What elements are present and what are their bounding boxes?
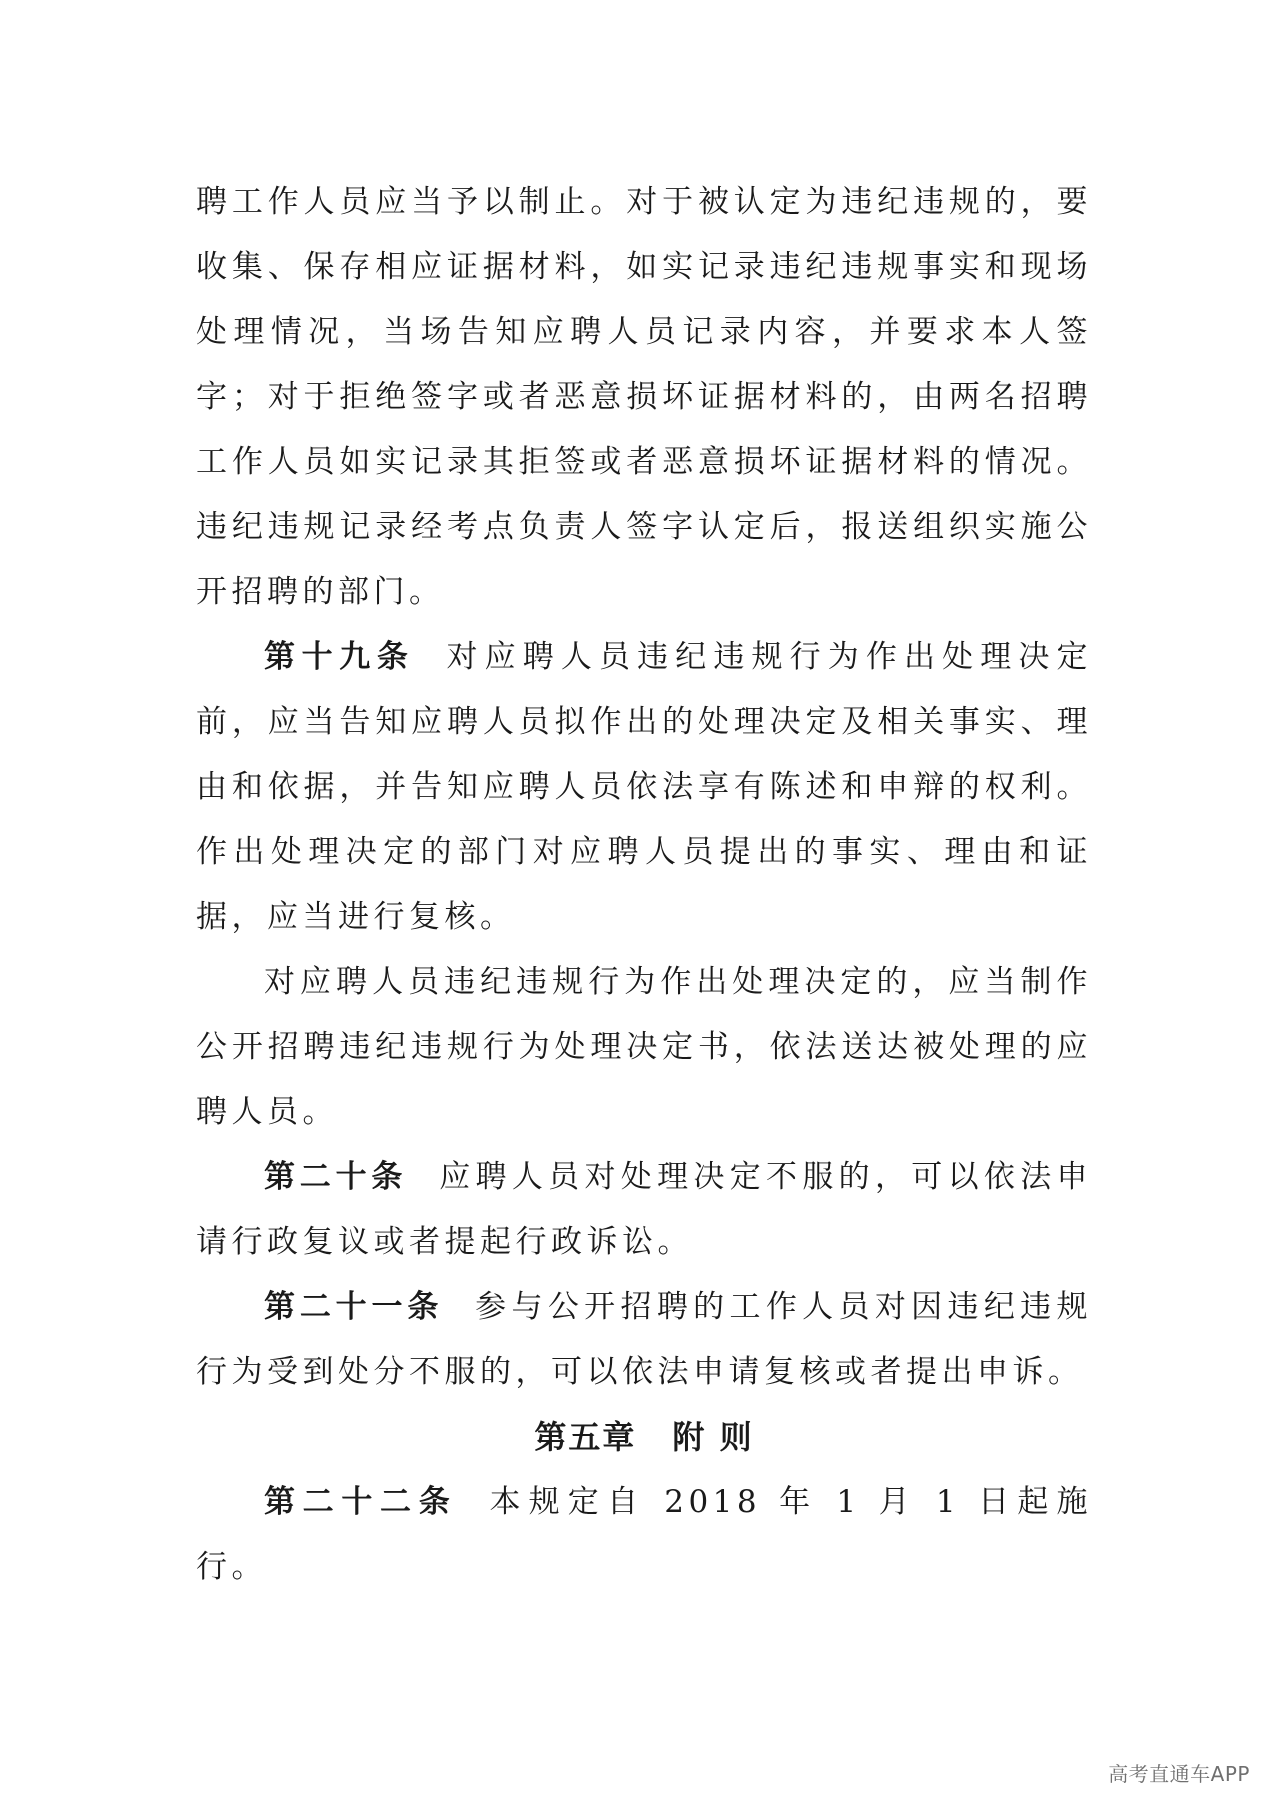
chapter-title: 附 则 xyxy=(672,1418,754,1456)
article-21 xyxy=(196,1275,1092,1405)
paragraph-decision-notice xyxy=(196,950,1092,1145)
article-number: 第十九条 xyxy=(264,639,415,675)
article-text: 本规定自 2018 年 1 月 1 日起施行。 xyxy=(196,1484,1093,1585)
article-text: 应聘人员对处理决定不服的，可以依法申请行政复议或者提起行政诉讼。 xyxy=(196,1159,1093,1260)
chapter-heading xyxy=(196,1405,1092,1470)
document-body xyxy=(196,170,1092,1600)
article-20 xyxy=(196,1145,1092,1275)
article-19 xyxy=(196,625,1092,950)
article-number: 第二十二条 xyxy=(264,1484,458,1520)
paragraph-text: 对应聘人员违纪违规行为作出处理决定的，应当制作公开招聘违纪违规行为处理决定书，依法送达被处理的应聘人员。 xyxy=(196,964,1092,1130)
paragraph-continuation xyxy=(196,170,1092,625)
paragraph-text: 聘工作人员应当予以制止。对于被认定为违纪违规的，要收集、保存相应证据材料，如实记录违纪违规事实和现场处理情况，当场告知应聘人员记录内容，并要求本人签字；对于拒绝签字或者恶意损坏证据材料的，由两名招聘工作人员如实记录其拒签或者恶意损坏证据材料的情况。违纪违规记录经考点负责人签字认定后，报送组织实施公开招聘的部门。 xyxy=(196,184,1092,610)
watermark-text: 高考直通车APP xyxy=(1108,1762,1250,1786)
chapter-number: 第五章 xyxy=(534,1418,637,1456)
article-22 xyxy=(196,1470,1092,1600)
article-number: 第二十条 xyxy=(264,1159,408,1195)
article-number: 第二十一条 xyxy=(264,1289,444,1325)
article-text: 参与公开招聘的工作人员对因违纪违规行为受到处分不服的，可以依法申请复核或者提出申诉。 xyxy=(196,1289,1093,1390)
article-text: 对应聘人员违纪违规行为作出处理决定前，应当告知应聘人员拟作出的处理决定及相关事实、理由和依据，并告知应聘人员依法享有陈述和申辩的权利。作出处理决定的部门对应聘人员提出的事实、理由和证据，应当进行复核。 xyxy=(196,639,1092,935)
